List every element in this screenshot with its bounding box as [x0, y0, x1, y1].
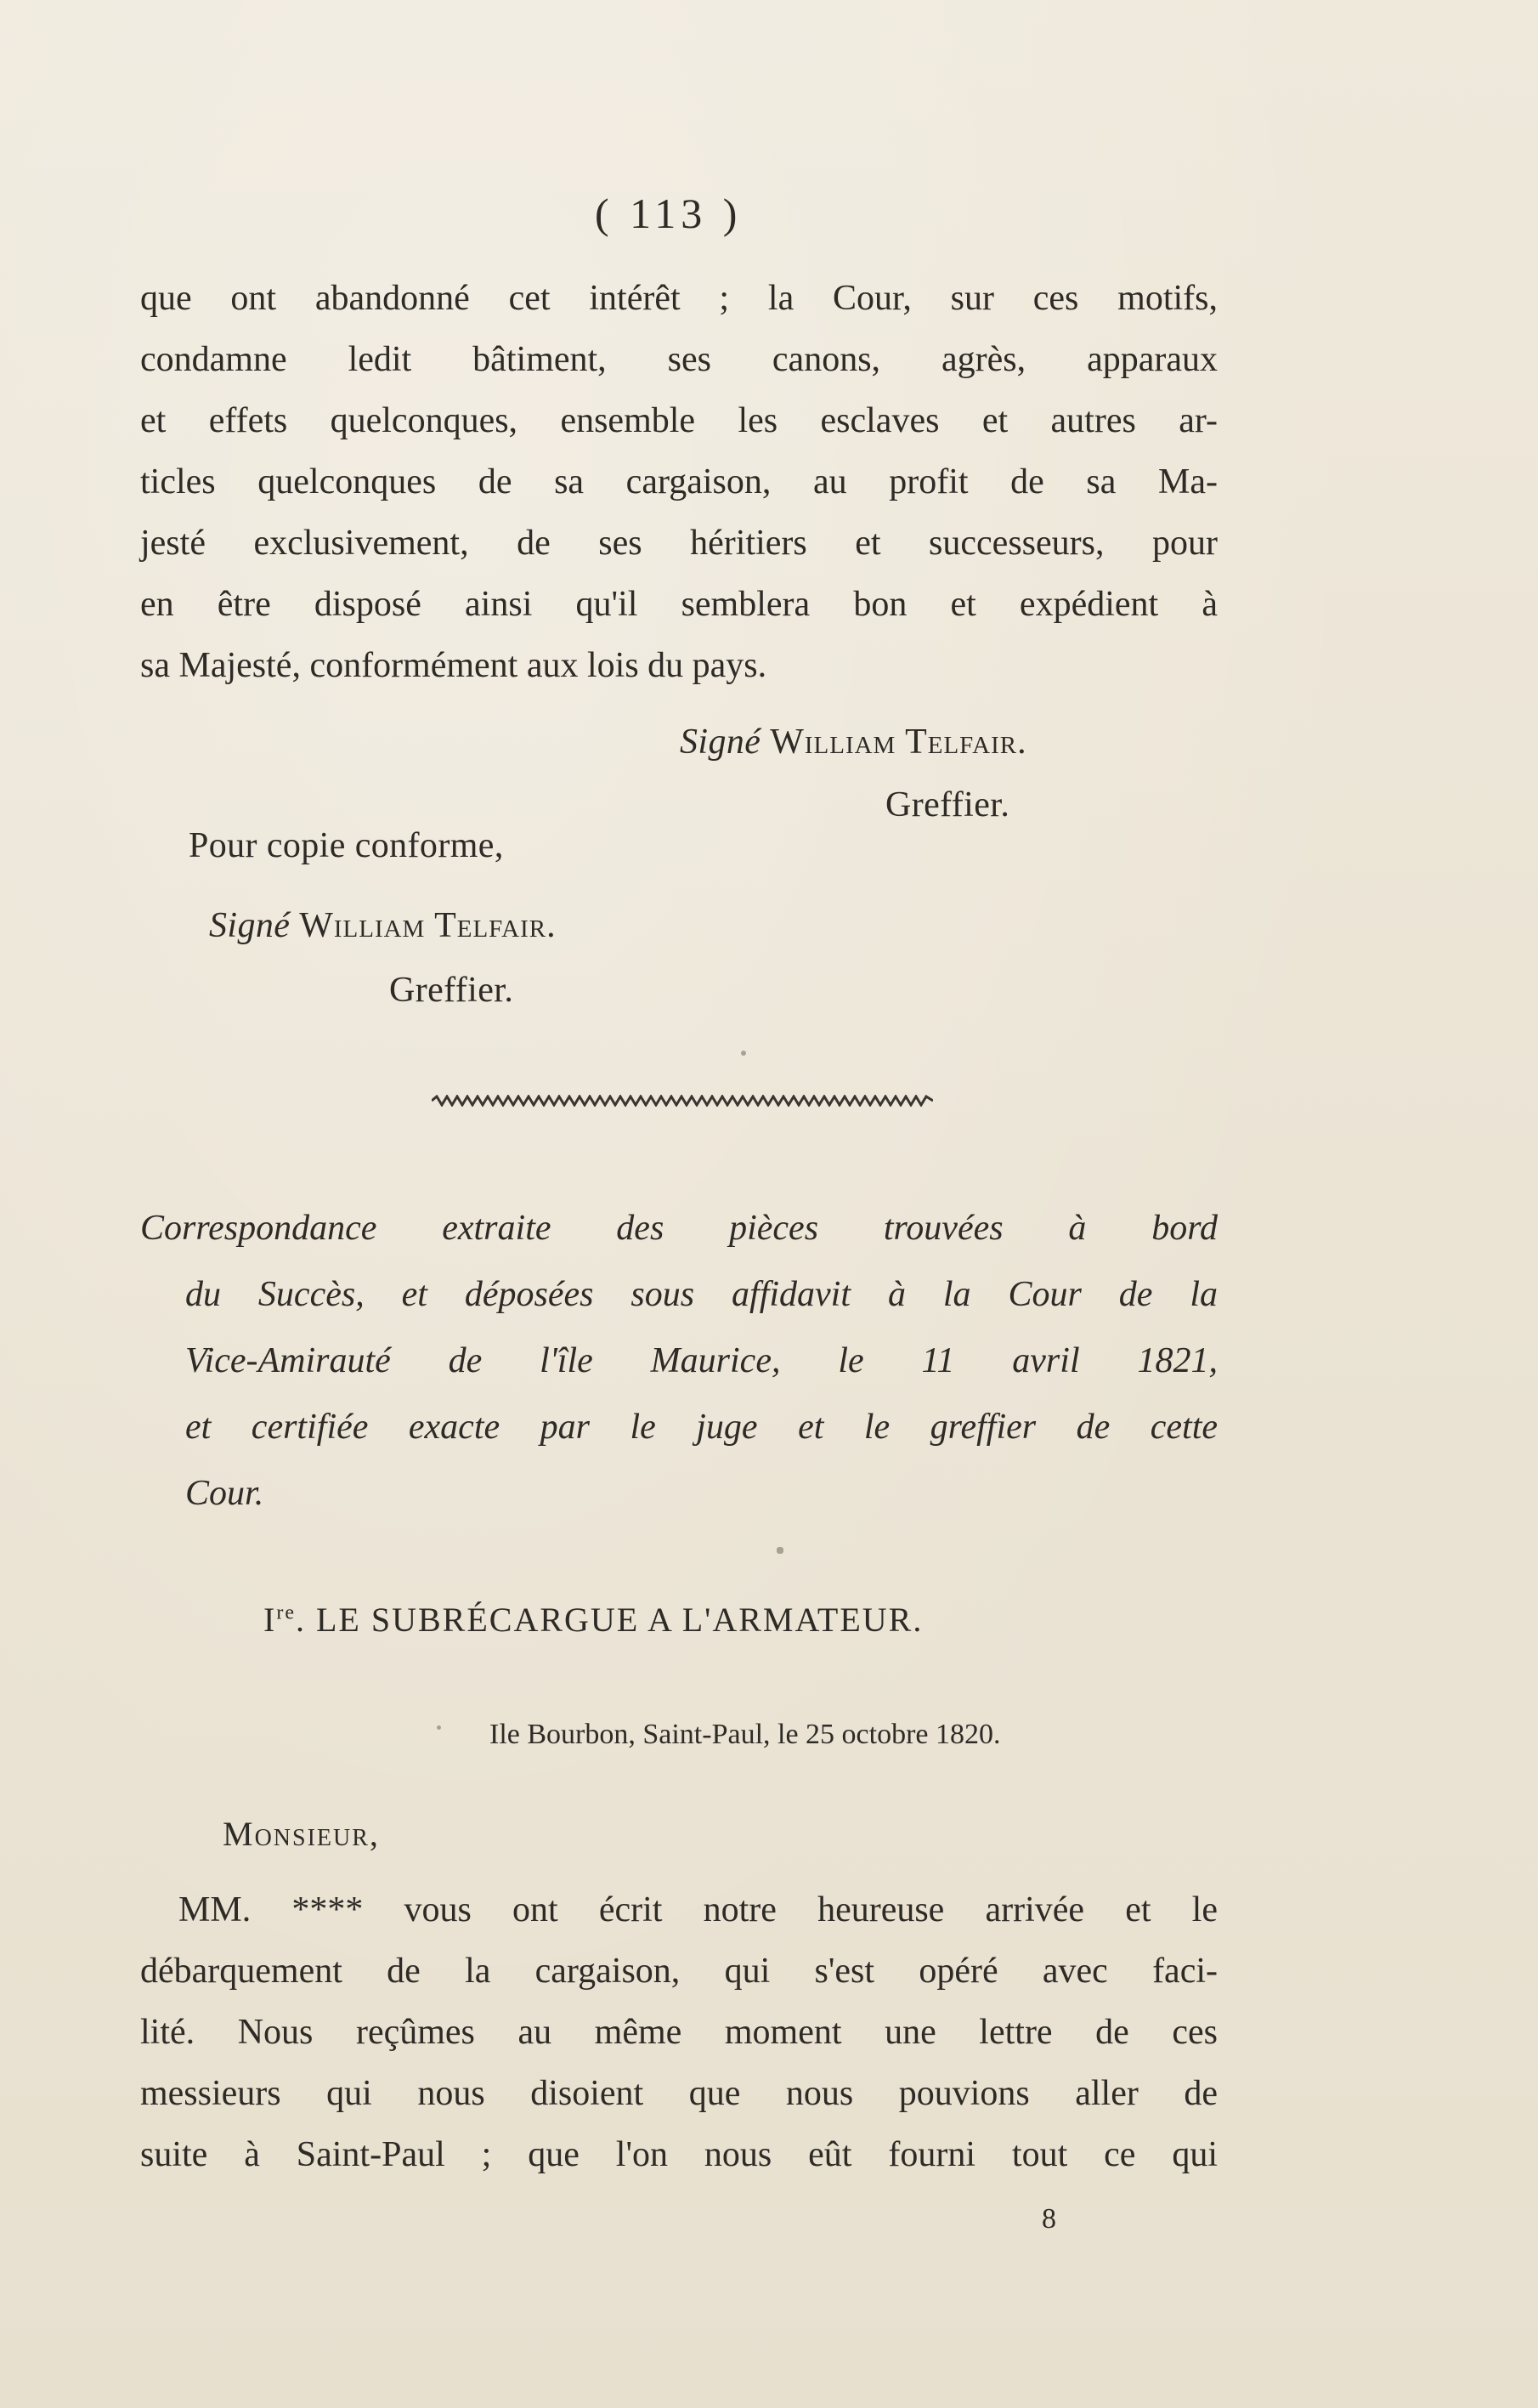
intro-line: et certifiée exacte par le juge et le greffier de cette: [185, 1408, 1218, 1447]
letter-heading: [263, 1600, 923, 1640]
ink-speck: [741, 1051, 746, 1056]
copy-note: Pour copie conforme,: [189, 826, 504, 865]
letter-salutation: Monsieur,: [223, 1815, 380, 1853]
signature-block-2: [209, 908, 557, 943]
text-line: jesté exclusivement, de ses héritiers et successeurs, pour: [140, 524, 1218, 563]
wavy-rule-ornament: [432, 1095, 933, 1107]
letter-dateline: Ile Bourbon, Saint-Paul, le 25 octobre 1820.: [489, 1719, 1001, 1750]
text-line: que ont abandonné cet intérêt ; la Cour, sur ces motifs,: [140, 279, 1218, 318]
text-line: en être disposé ainsi qu'il semblera bon et expédient à: [140, 585, 1218, 624]
text-line: condamne ledit bâtiment, ses canons, agrès, apparaux: [140, 340, 1218, 379]
text-line: messieurs qui nous disoient que nous pouvions aller de: [140, 2074, 1218, 2113]
heading-superscript: re: [276, 1601, 296, 1624]
signatory-name: William Telfair.: [770, 722, 1027, 762]
ink-speck: [777, 1547, 783, 1554]
heading-text: . LE SUBRÉCARGUE A L'ARMATEUR.: [295, 1601, 924, 1639]
signatory-role: Greffier.: [885, 785, 1010, 824]
signatory-role: Greffier.: [389, 971, 514, 1010]
text-line: lité. Nous reçûmes au même moment une lettre de ces: [140, 2013, 1218, 2052]
intro-line: Correspondance extraite des pièces trouvées à bord: [140, 1209, 1218, 1248]
text-line: suite à Saint-Paul ; que l'on nous eût fourni tout ce qui: [140, 2135, 1218, 2174]
text-line: ticles quelconques de sa cargaison, au profit de sa Ma-: [140, 462, 1218, 501]
page-number: ( 113 ): [595, 190, 743, 237]
signature-block-1: [680, 724, 1027, 760]
ink-speck: [437, 1725, 441, 1730]
signed-label: Signé: [680, 722, 761, 762]
intro-line: Vice-Amirauté de l'île Maurice, le 11 avril 1821,: [185, 1341, 1218, 1380]
text-line: débarquement de la cargaison, qui s'est opéré avec faci-: [140, 1952, 1218, 1991]
signature-mark: 8: [1042, 2203, 1056, 2235]
heading-numeral: I: [263, 1601, 277, 1639]
text-line: MM. **** vous ont écrit notre heureuse arrivée et le: [178, 1890, 1218, 1929]
intro-line: Cour.: [185, 1474, 264, 1513]
intro-line: du Succès, et déposées sous affidavit à la Cour de la: [185, 1275, 1218, 1314]
text-line: et effets quelconques, ensemble les esclaves et autres ar-: [140, 401, 1218, 440]
signatory-name: William Telfair.: [299, 906, 557, 945]
signed-label: Signé: [209, 906, 291, 945]
text-line: sa Majesté, conformément aux lois du pays.: [140, 646, 767, 685]
